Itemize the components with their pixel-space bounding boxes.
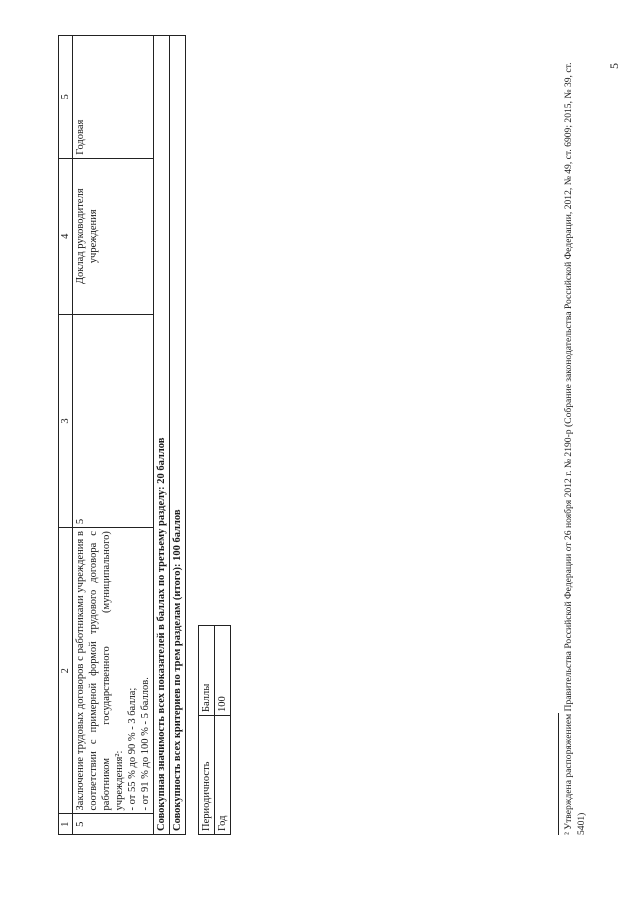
column-number: 4 — [59, 158, 73, 314]
criterion-item: - от 91 % до 100 % - 5 баллов. — [140, 677, 151, 811]
column-number: 5 — [59, 36, 73, 159]
header-periodicity: Периодичность — [199, 716, 215, 835]
summary-points: 100 — [215, 626, 231, 716]
header-points: Баллы — [199, 626, 215, 716]
summary-header-row — [199, 626, 215, 835]
section-total: Совокупная значимость всех показателей в баллах по третьему разделу: 20 баллов — [154, 36, 170, 835]
summary-data-row — [215, 626, 231, 835]
criteria-table — [58, 35, 186, 835]
grand-total: Совокупность всех критериев по трем разделам (итого): 100 баллов — [170, 36, 186, 835]
criterion-item: - от 55 % до 90 % - 3 балла; — [127, 687, 138, 811]
row-index: 5 — [73, 814, 154, 835]
row-periodicity: Годовая — [73, 36, 154, 159]
row-points: 5 — [73, 314, 154, 527]
footnote-text: ² Утверждена распоряжением Правительства Российской Федерации от 26 ноября 2012 г. № 2190-р (Собрание законодательства Российской Федерации, 2012, № 49, ст. 6909; 2015, № 39, ст. 5401) — [563, 62, 587, 835]
column-number: 3 — [59, 314, 73, 527]
column-number: 2 — [59, 528, 73, 814]
section-total-row — [154, 36, 170, 835]
summary-table — [198, 625, 231, 835]
column-number-row — [59, 36, 73, 835]
row-source: Доклад руководителя учреждения — [73, 158, 154, 314]
column-number: 1 — [59, 814, 73, 835]
grand-total-row — [170, 36, 186, 835]
footnote-separator — [558, 713, 559, 835]
summary-period: Год — [215, 716, 231, 835]
description-intro: Заключение трудовых договоров с работниками учреждения в соответствии с примерной формой трудового договора с работником государственного (муниципального) учреждения²: — [75, 531, 125, 811]
page-number: 5 — [607, 63, 621, 69]
row-description — [73, 528, 154, 814]
table-row — [73, 36, 154, 835]
